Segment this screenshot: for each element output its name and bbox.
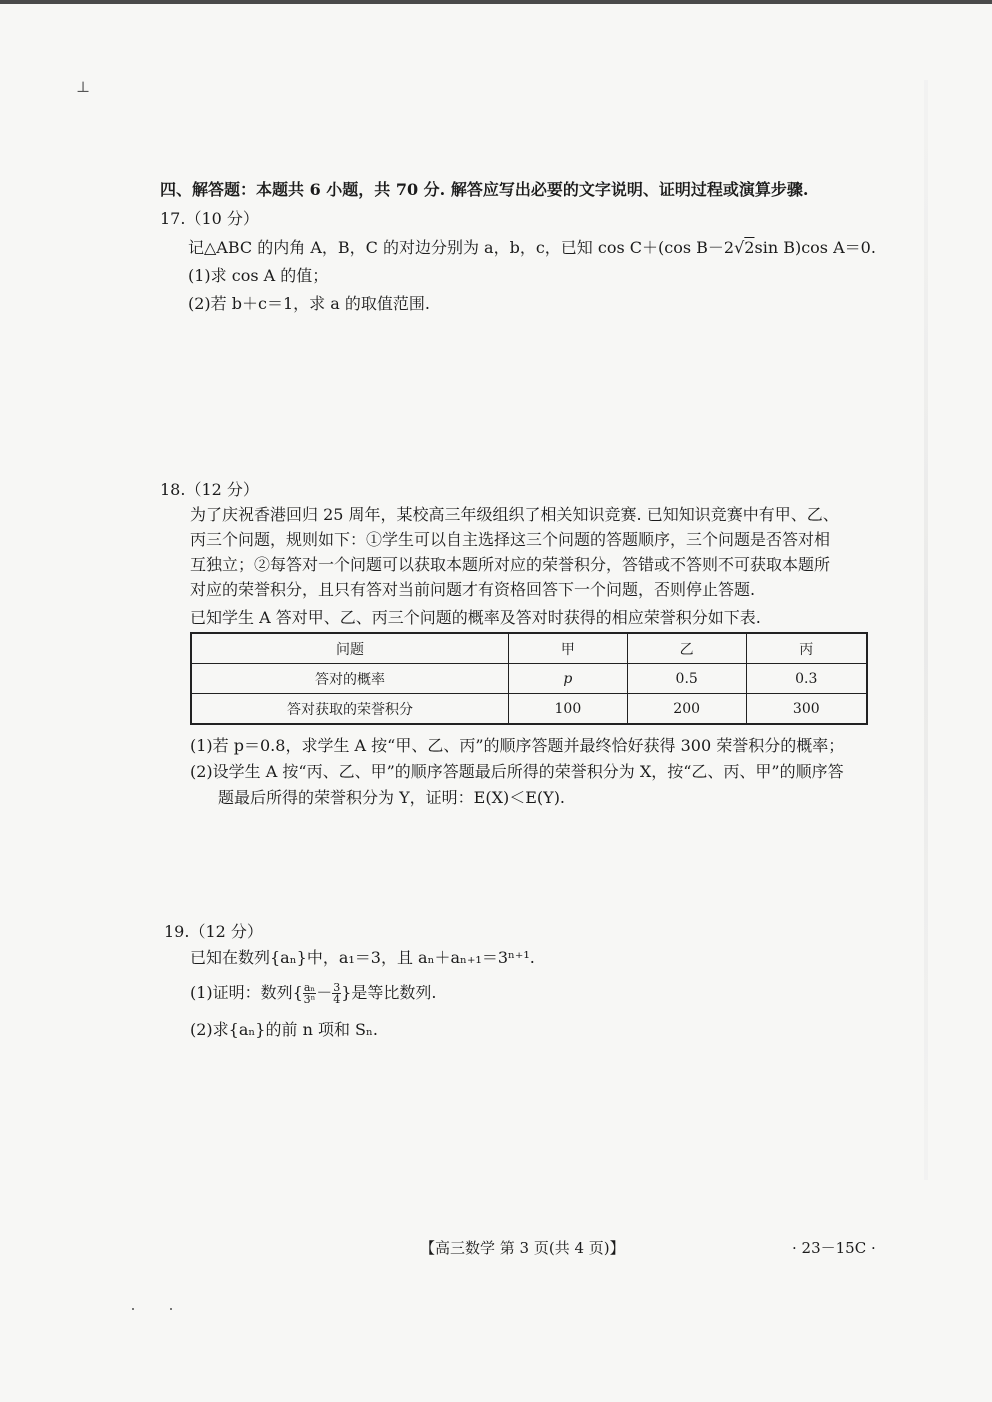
fraction-an-over-3n: $\frac{\text{aₙ}}{\text{3ⁿ}}$ [303, 981, 316, 1006]
q18-table [190, 632, 868, 725]
q18-number: 18.（12 分） [160, 480, 259, 499]
q18-part2-line-1: (2)设学生 A 按“丙、乙、甲”的顺序答题最后所得的荣誉积分为 X，按“乙、丙、甲”的顺序答 [190, 762, 844, 781]
table-cell: 200 [627, 694, 746, 725]
table-header-cell: 乙 [627, 633, 746, 664]
page-footer: 【高三数学 第 3 页(共 4 页)】 [420, 1239, 625, 1257]
q17-part2: (2)若 b＋c＝1，求 a 的取值范围. [188, 294, 430, 313]
table-cell: 0.5 [627, 664, 746, 694]
table-header-cell: 丙 [746, 633, 867, 664]
scan-top-edge [0, 0, 992, 4]
table-cell: 答对的概率 [191, 664, 509, 694]
table-cell: 答对获取的荣誉积分 [191, 694, 509, 725]
q17-sqrt-radicand: 2 [744, 238, 755, 257]
table-cell: 0.3 [746, 664, 867, 694]
q19-part1 [190, 982, 436, 1005]
q18-stem-line-5: 已知学生 A 答对甲、乙、丙三个问题的概率及答对时获得的相应荣誉积分如下表. [190, 608, 761, 627]
q17-stem-prefix: 记△ABC 的内角 A，B，C 的对边分别为 a，b，c，已知 cos C＋(cos B－2 [188, 238, 735, 257]
table-header-cell: 问题 [191, 633, 509, 664]
scan-speck [132, 1308, 134, 1310]
table-header-row [191, 633, 867, 664]
section-heading: 四、解答题：本题共 6 小题，共 70 分. 解答应写出必要的文字说明、证明过程或演算步骤. [160, 180, 809, 199]
exam-code: · 23－15C · [792, 1239, 876, 1257]
table-cell: 100 [509, 694, 628, 725]
q19-part1-suffix: }是等比数列. [341, 983, 437, 1002]
q17-stem [188, 238, 876, 258]
corner-mark: ⊥ [76, 78, 91, 96]
scan-speck [170, 1308, 172, 1310]
sqrt-symbol: √ [734, 238, 745, 257]
q18-stem-line-3: 互独立；②每答对一个问题可以获取本题所对应的荣誉积分，答错或不答则不可获取本题所 [190, 555, 831, 574]
q19-part2: (2)求{aₙ}的前 n 项和 Sₙ. [190, 1020, 379, 1039]
q18-stem-line-1: 为了庆祝香港回归 25 周年，某校高三年级组织了相关知识竞赛. 已知知识竞赛中有甲、乙、 [190, 505, 839, 524]
q19-stem: 已知在数列{aₙ}中，a₁＝3，且 aₙ＋aₙ₊₁＝3ⁿ⁺¹. [190, 948, 535, 967]
q19-part1-prefix: (1)证明：数列{ [190, 983, 303, 1002]
table-row [191, 664, 867, 694]
q18-stem-line-4: 对应的荣誉积分，且只有答对当前问题才有资格回答下一个问题，否则停止答题. [190, 580, 756, 599]
table-cell: 300 [746, 694, 867, 725]
fraction-3-over-4: $\frac{3}{4}$ [333, 981, 341, 1006]
q18-part2-line-2: 题最后所得的荣誉积分为 Y，证明：E(X)＜E(Y). [218, 788, 566, 807]
q17-number: 17.（10 分） [160, 209, 259, 228]
minus-sign: － [316, 983, 333, 1002]
q17-stem-suffix: sin B)cos A＝0. [754, 238, 876, 257]
q17-part1: (1)求 cos A 的值； [188, 266, 329, 285]
scan-shadow [924, 80, 928, 1180]
table-header-cell: 甲 [509, 633, 628, 664]
q18-stem-line-2: 丙三个问题，规则如下：①学生可以自主选择这三个问题的答题顺序，三个问题是否答对相 [190, 530, 831, 549]
q18-part1: (1)若 p＝0.8，求学生 A 按“甲、乙、丙”的顺序答题并最终恰好获得 300 荣誉积分的概率； [190, 736, 845, 755]
table-cell: p [509, 664, 628, 694]
q19-number: 19.（12 分） [164, 922, 263, 941]
table-row [191, 694, 867, 725]
